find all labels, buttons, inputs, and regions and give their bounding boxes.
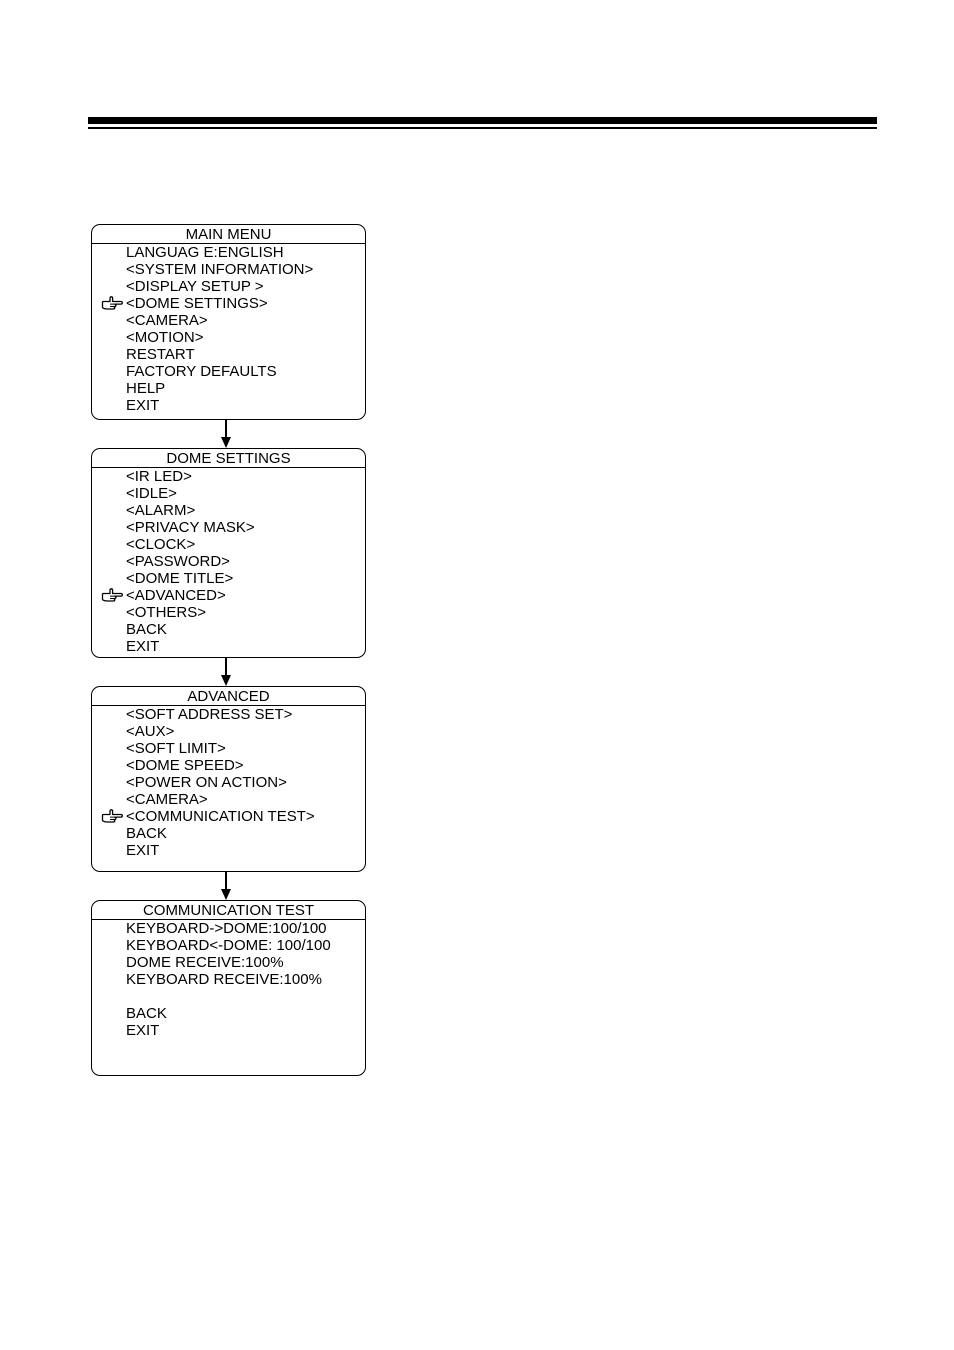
menu-item[interactable] [92, 638, 365, 655]
menu-item[interactable] [92, 1005, 365, 1022]
menu-item-label: FACTORY DEFAULTS [126, 363, 277, 380]
communication-test-menu-box [91, 900, 366, 1076]
menu-item[interactable] [92, 570, 365, 587]
menu-item-label: BACK [126, 621, 167, 638]
menu-item[interactable] [92, 502, 365, 519]
menu-item[interactable] [92, 519, 365, 536]
menu-item[interactable] [92, 553, 365, 570]
menu-item[interactable] [92, 621, 365, 638]
menu-item[interactable] [92, 604, 365, 621]
menu-item-label: <PRIVACY MASK> [126, 519, 255, 536]
menu-item[interactable] [92, 536, 365, 553]
menu-item-label: <ADVANCED> [126, 587, 226, 604]
menu-item-label: <CLOCK> [126, 536, 196, 553]
communication-test-menu-list [92, 920, 365, 1039]
menu-item-label: <ALARM> [126, 502, 196, 519]
menu-item-label: LANGUAG E:ENGLISH [126, 244, 284, 261]
menu-item-label: <POWER ON ACTION> [126, 774, 287, 791]
dome-settings-menu-title: DOME SETTINGS [92, 449, 365, 468]
menu-item-label: EXIT [126, 842, 160, 859]
menu-item[interactable] [92, 808, 365, 825]
main-menu-list [92, 244, 365, 414]
menu-item[interactable] [92, 346, 365, 363]
arrow-down-icon [219, 658, 233, 686]
menu-item-label: <DOME SPEED> [126, 757, 244, 774]
menu-item-label: <SYSTEM INFORMATION> [126, 261, 314, 278]
menu-item-label: <AUX> [126, 723, 175, 740]
menu-item-label: <IR LED> [126, 468, 192, 485]
pointing-hand-icon [101, 588, 123, 603]
menu-item[interactable] [92, 825, 365, 842]
menu-item-label: <OTHERS> [126, 604, 207, 621]
header-rule-thick [88, 117, 877, 124]
menu-item-label: BACK [126, 1005, 167, 1022]
menu-item-label: <MOTION> [126, 329, 204, 346]
menu-item[interactable] [92, 740, 365, 757]
menu-item-label: EXIT [126, 638, 160, 655]
menu-item-label: DOME RECEIVE:100% [126, 954, 284, 971]
advanced-menu-box [91, 686, 366, 872]
arrow-down-icon [219, 872, 233, 900]
menu-item[interactable] [92, 920, 365, 937]
main-menu-title: MAIN MENU [92, 225, 365, 244]
menu-item-label: KEYBOARD<-DOME: 100/100 [126, 937, 331, 954]
menu-item-label: <DOME TITLE> [126, 570, 234, 587]
menu-item[interactable] [92, 485, 365, 502]
menu-item-label: <CAMERA> [126, 791, 208, 808]
menu-item-label: <CAMERA> [126, 312, 208, 329]
menu-item-label: HELP [126, 380, 166, 397]
menu-item[interactable] [92, 1022, 365, 1039]
menu-item[interactable] [92, 363, 365, 380]
menu-item[interactable] [92, 971, 365, 988]
menu-item[interactable] [92, 954, 365, 971]
advanced-menu-title: ADVANCED [92, 687, 365, 706]
menu-item-label: KEYBOARD RECEIVE:100% [126, 971, 322, 988]
menu-item[interactable] [92, 723, 365, 740]
menu-item[interactable] [92, 329, 365, 346]
menu-item-label: EXIT [126, 397, 160, 414]
menu-item[interactable] [92, 791, 365, 808]
menu-item[interactable] [92, 774, 365, 791]
menu-item[interactable] [92, 397, 365, 414]
menu-item [92, 988, 365, 1005]
pointing-hand-icon [101, 809, 123, 824]
advanced-menu-list [92, 706, 365, 859]
menu-item[interactable] [92, 468, 365, 485]
menu-item-label: <IDLE> [126, 485, 177, 502]
menu-item-label: EXIT [126, 1022, 160, 1039]
menu-item[interactable] [92, 244, 365, 261]
menu-item-label: <COMMUNICATION TEST> [126, 808, 315, 825]
menu-item[interactable] [92, 937, 365, 954]
menu-item[interactable] [92, 312, 365, 329]
menu-item-label: BACK [126, 825, 167, 842]
arrow-down-icon [219, 420, 233, 448]
menu-item-label: <SOFT ADDRESS SET> [126, 706, 293, 723]
menu-item-label: KEYBOARD->DOME:100/100 [126, 920, 327, 937]
menu-item[interactable] [92, 587, 365, 604]
menu-item-label: <DOME SETTINGS> [126, 295, 268, 312]
menu-item-label: <DISPLAY SETUP > [126, 278, 264, 295]
menu-item[interactable] [92, 842, 365, 859]
pointing-hand-icon [101, 296, 123, 311]
communication-test-menu-title: COMMUNICATION TEST [92, 901, 365, 920]
menu-item-label: RESTART [126, 346, 195, 363]
menu-item[interactable] [92, 261, 365, 278]
menu-item[interactable] [92, 757, 365, 774]
menu-item-label: <PASSWORD> [126, 553, 230, 570]
menu-item[interactable] [92, 295, 365, 312]
menu-item[interactable] [92, 706, 365, 723]
header-rule-thin [88, 127, 877, 129]
dome-settings-menu-box [91, 448, 366, 658]
menu-item[interactable] [92, 278, 365, 295]
menu-item-label: <SOFT LIMIT> [126, 740, 226, 757]
main-menu-box [91, 224, 366, 420]
dome-settings-menu-list [92, 468, 365, 655]
menu-item[interactable] [92, 380, 365, 397]
